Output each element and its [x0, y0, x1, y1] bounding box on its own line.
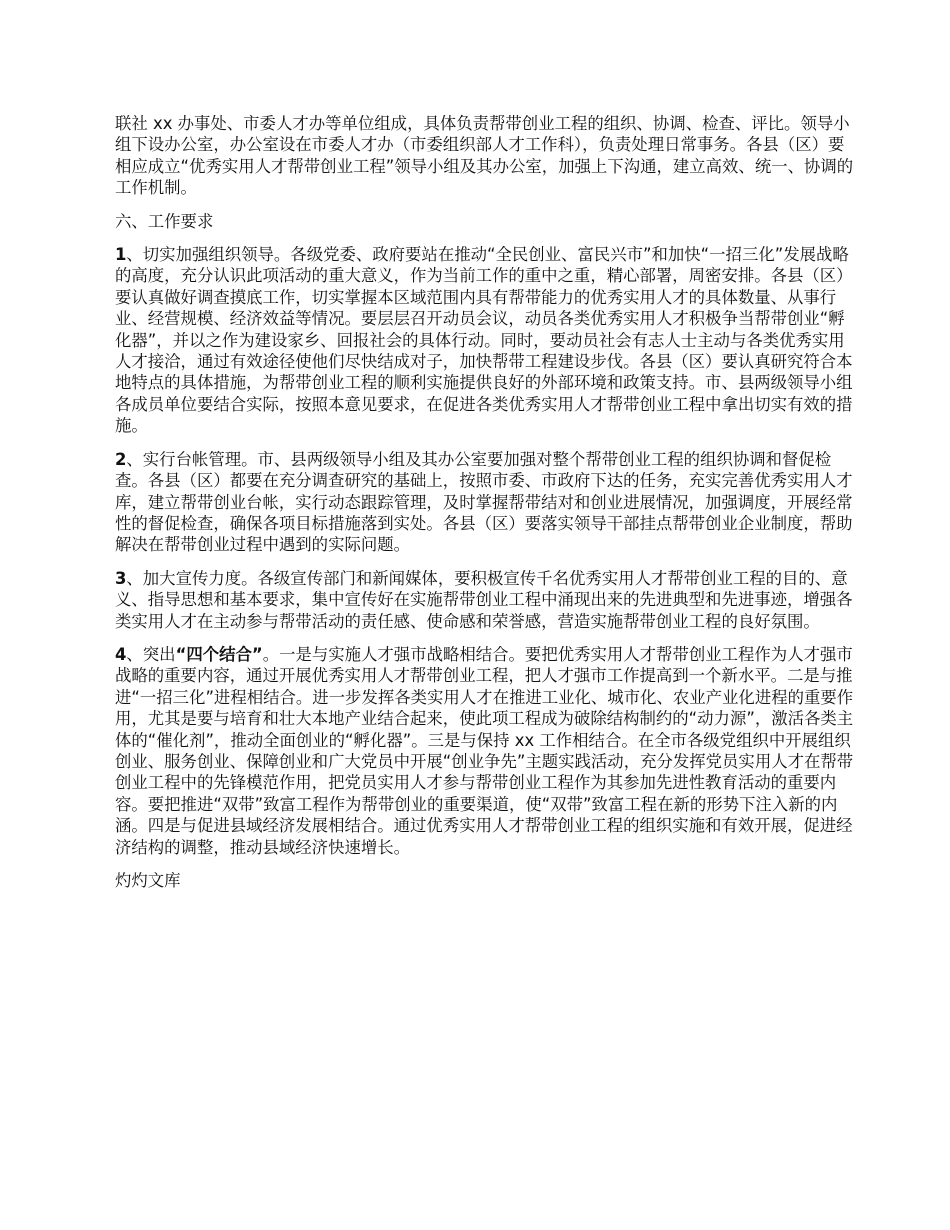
section-heading: 六、工作要求: [115, 211, 214, 231]
requirement-item-2: [115, 449, 855, 556]
item-number: 4: [115, 644, 127, 664]
requirement-item-4: [115, 644, 855, 858]
item-text: 、切实加强组织领导。各级党委、政府要站在推动“全民创业、富民兴市”和加快“一招三化”发展战略的高度，充分认识此项活动的重大意义，作为当前工作的重中之重，精心部署，周密安排。各县（区）要认真做好调查摸底工作，切实掌握本区域范围内具有帮带能力的优秀实用人才的具体数量、从事行业、经营规模、经济效益等情况。要层层召开动员会议，动员各类优秀实用人才积极争当帮带创业“孵化器”，并以之作为建设家乡、回报社会的具体行动。同时，要动员社会有志人士主动与各类优秀实用人才接洽，通过有效途径使他们尽快结成对子，加快帮带工程建设步伐。各县（区）要认真研究符合本地特点的具体措施，为帮带创业工程的顺利实施提供良好的外部环境和政策支持。市、县两级领导小组各成员单位要结合实际，按照本意见要求，在促进各类优秀实用人才帮带创业工程中拿出切实有效的措施。: [115, 245, 853, 436]
item-text: 。一是与实施人才强市战略相结合。要把优秀实用人才帮带创业工程作为人才强市战略的重要内容，通过开展优秀实用人才帮带创业工程，把人才强市工作提高到一个新水平。二是与推进“一招三化”进程相结合。进一步发挥各类实用人才在推进工业化、城市化、农业产业化进程的重要作用，尤其是要与培育和壮大本地产业结合起来，使此项工程成为破除结构制约的“动力源”，激活各类主体的“催化剂”，推动全面创业的“孵化器”。三是与保持 xx 工作相结合。在全市各级党组织中开展组织创业、服务创业、保障创业和广大党员中开展“创业争先”主题实践活动，充分发挥党员实用人才在帮带创业工程中的先锋模范作用，把党员实用人才参与帮带创业工程作为其参加先进性教育活动的重要内容。要把推进“双带”致富工程作为帮带创业的重要渠道，使“双带”致富工程在新的形势下注入新的内涵。四是与促进县域经济发展相结合。通过优秀实用人才帮带创业工程的组织实施和有效开展，促进经济结构的调整，推动县域经济快速增长。: [115, 644, 854, 857]
item-number: 3: [115, 568, 127, 588]
footer-source: 灼灼文库: [115, 871, 181, 890]
requirement-item-3: [115, 568, 855, 632]
item-emphasis: “四个结合”: [175, 644, 263, 664]
requirement-item-1: [115, 244, 855, 437]
item-number: 1: [115, 245, 127, 265]
item-text: 、加大宣传力度。各级宣传部门和新闻媒体，要积极宣传千名优秀实用人才帮带创业工程的目的、意义、指导思想和基本要求，集中宣传好在实施帮带创业工程中涌现出来的先进典型和先进事迹，增强各类实用人才在主动参与帮带活动的责任感、使命感和荣誉感，营造实施帮带创业工程的良好氛围。: [115, 568, 853, 631]
document-body: [115, 113, 855, 903]
item-text: 、实行台帐管理。市、县两级领导小组及其办公室要加强对整个帮带创业工程的组织协调和督促检查。各县（区）都要在充分调查研究的基础上，按照市委、市政府下达的任务，充实完善优秀实用人才库，建立帮带创业台帐，实行动态跟踪管理，及时掌握帮带结对和创业进展情况，加强调度，开展经常性的督促检查，确保各项目标措施落到实处。各县（区）要落实领导干部挂点帮带创业企业制度，帮助解决在帮带创业过程中遇到的实际问题。: [115, 449, 853, 555]
item-number: 2: [115, 449, 127, 469]
item-prefix: 、突出: [126, 644, 176, 664]
intro-paragraph: 联社 xx 办事处、市委人才办等单位组成，具体负责帮带创业工程的组织、协调、检查、评比。领导小组下设办公室，办公室设在市委人才办（市委组织部人才工作科），负责处理日常事务。各县（区）要相应成立“优秀实用人才帮带创业工程”领导小组及其办公室，加强上下沟通，建立高效、统一、协调的工作机制。: [115, 114, 854, 198]
